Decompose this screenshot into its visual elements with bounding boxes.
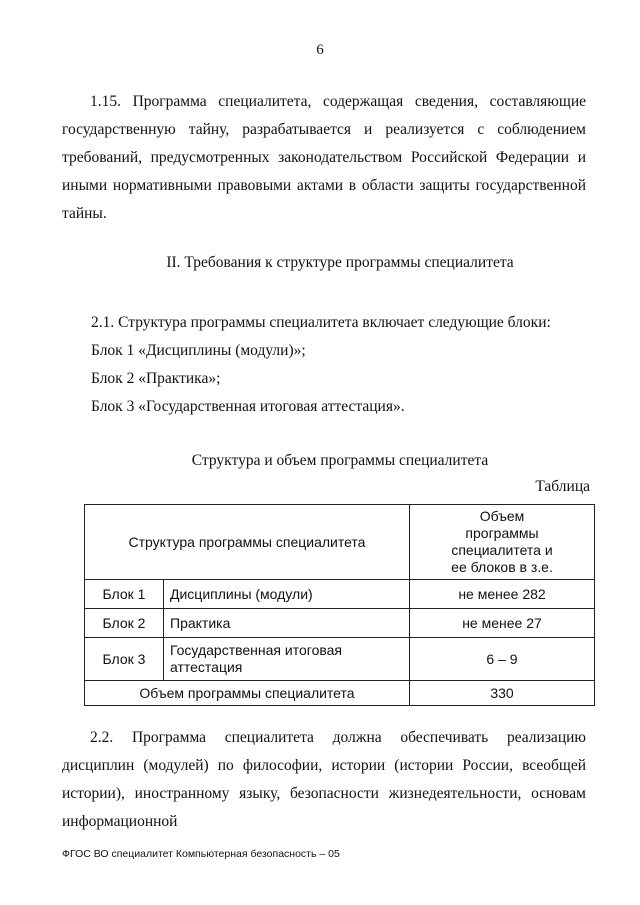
block-cell: Блок 1 bbox=[85, 580, 164, 609]
total-value-cell: 330 bbox=[410, 681, 595, 706]
block-name-cell: Государственная итоговая аттестация bbox=[164, 638, 410, 681]
table-header-row bbox=[85, 505, 595, 580]
table-caption: Структура и объем программы специалитета bbox=[191, 452, 489, 469]
page-footer: ФГОС ВО специалитет Компьютерная безопасность – 05 bbox=[62, 848, 340, 860]
block-cell: Блок 3 bbox=[85, 638, 164, 681]
block-volume-cell: не менее 27 bbox=[410, 609, 595, 638]
table-row bbox=[85, 638, 595, 681]
block-list-item-1: Блок 1 «Дисциплины (модули)»; bbox=[91, 342, 306, 359]
table-label: Таблица bbox=[535, 478, 590, 495]
block-cell: Блок 2 bbox=[85, 609, 164, 638]
block-volume-cell: 6 – 9 bbox=[410, 638, 595, 681]
total-label-cell: Объем программы специалитета bbox=[85, 681, 410, 706]
table-total-row bbox=[85, 681, 595, 706]
page-number: 6 bbox=[316, 42, 324, 58]
paragraph-2-2: 2.2. Программа специалитета должна обеспечивать реализацию дисциплин (модулей) по философии, истории (истории России, всеобщей истории), иностранному языку, безопасности жизнедеятельности, основам информационной bbox=[62, 729, 586, 830]
paragraph-1-15: 1.15. Программа специалитета, содержащая сведения, составляющие государственную тайну, разрабатывается и реализуется с соблюдением требований, предусмотренных законодательством Российской Федерации и иными нормативными правовыми актами в области защиты государственной тайны. bbox=[62, 93, 586, 222]
block-list-item-3: Блок 3 «Государственная итоговая аттестация». bbox=[91, 398, 405, 415]
block-name-cell: Дисциплины (модули) bbox=[164, 580, 410, 609]
table-row bbox=[85, 580, 595, 609]
header-structure-cell: Структура программы специалитета bbox=[85, 505, 410, 580]
header-volume-cell: Объем программы специалитета и ее блоков в з.е. bbox=[410, 505, 595, 580]
block-name-cell: Практика bbox=[164, 609, 410, 638]
structure-table bbox=[84, 504, 595, 706]
block-volume-cell: не менее 282 bbox=[410, 580, 595, 609]
paragraph-2-1: 2.1. Структура программы специалитета включает следующие блоки: bbox=[91, 314, 551, 331]
section-heading: II. Требования к структуре программы специалитета bbox=[166, 254, 514, 271]
table-row bbox=[85, 609, 595, 638]
block-list-item-2: Блок 2 «Практика»; bbox=[91, 370, 221, 387]
